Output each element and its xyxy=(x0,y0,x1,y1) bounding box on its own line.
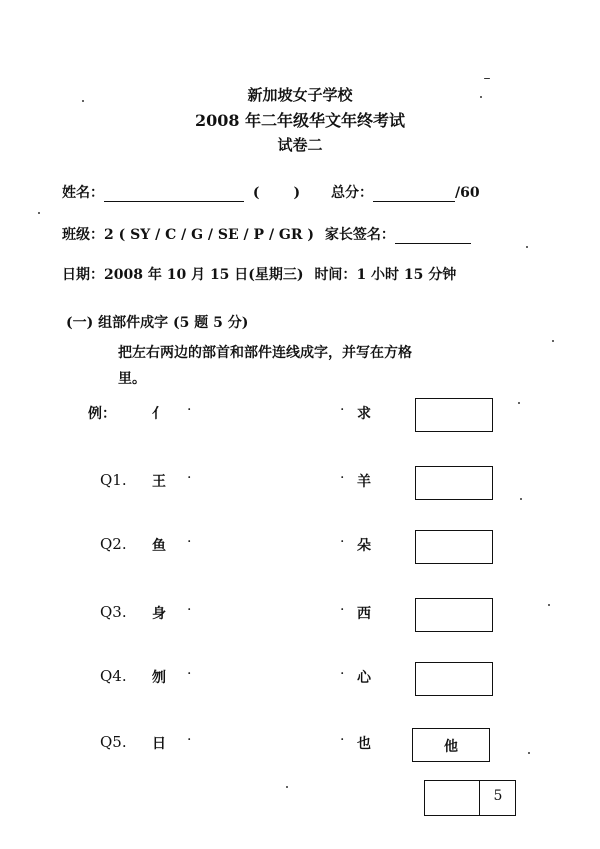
total-label: 总分： xyxy=(331,185,373,201)
answer-box[interactable] xyxy=(415,662,493,696)
question-label: Q5. xyxy=(100,733,127,751)
left-radical: 身 xyxy=(152,606,166,622)
class-value: 2 ( SY / C / G / SE / P / GR ) xyxy=(104,227,315,243)
page-score-left[interactable] xyxy=(425,781,480,815)
name-label: 姓名： xyxy=(62,185,104,201)
left-dot[interactable]: · xyxy=(187,534,192,550)
left-radical: 亻 xyxy=(152,406,166,422)
name-blank[interactable] xyxy=(104,201,244,202)
right-dot[interactable]: · xyxy=(340,534,345,550)
paper-title: 试卷二 xyxy=(277,136,323,154)
question-label: Q2. xyxy=(100,535,127,553)
page-score-right: 5 xyxy=(493,788,503,804)
left-dot[interactable]: · xyxy=(187,470,192,486)
right-dot[interactable]: · xyxy=(340,402,345,418)
question-label: Q4. xyxy=(100,667,127,685)
answer-box[interactable] xyxy=(415,466,493,500)
answer-box[interactable] xyxy=(412,728,490,762)
left-radical: 鱼 xyxy=(152,538,166,554)
class-row xyxy=(62,224,471,244)
total-max: /60 xyxy=(455,185,480,201)
right-dot[interactable]: · xyxy=(340,666,345,682)
question-label: 例： xyxy=(88,406,116,422)
right-dot[interactable]: · xyxy=(340,732,345,748)
left-radical: 日 xyxy=(152,736,166,752)
right-component: 求 xyxy=(357,406,371,422)
parent-sign-blank[interactable] xyxy=(395,243,471,244)
name-row xyxy=(62,182,480,202)
right-dot[interactable]: · xyxy=(340,602,345,618)
left-dot[interactable]: · xyxy=(187,666,192,682)
answer-text: 他 xyxy=(444,739,458,755)
exam-title: 2008 年二年级华文年终考试 xyxy=(194,111,406,130)
right-component: 也 xyxy=(357,736,371,752)
right-dot[interactable]: · xyxy=(340,470,345,486)
left-dot[interactable]: · xyxy=(187,732,192,748)
date-value: 2008 年 10 月 15 日(星期三) xyxy=(104,267,304,283)
parent-sign-label: 家长签名： xyxy=(324,227,395,243)
left-dot[interactable]: · xyxy=(187,602,192,618)
time-value: 1 小时 15 分钟 xyxy=(356,267,457,283)
question-label: Q1. xyxy=(100,471,127,489)
right-component: 心 xyxy=(357,670,371,686)
date-row xyxy=(62,264,456,284)
answer-box[interactable] xyxy=(415,398,493,432)
section-instructions-line1: 把左右两边的部首和部件连线成字，并写在方格 xyxy=(118,345,412,361)
total-blank[interactable] xyxy=(373,201,455,202)
paren-open: ( xyxy=(252,185,260,201)
left-radical: 王 xyxy=(152,474,166,490)
section-instructions-line2: 里。 xyxy=(118,371,146,387)
page-score-box xyxy=(424,780,516,816)
question-label: Q3. xyxy=(100,603,127,621)
answer-box[interactable] xyxy=(415,530,493,564)
class-label: 班级： xyxy=(62,227,104,243)
time-label: 时间： xyxy=(314,267,357,283)
answer-box[interactable] xyxy=(415,598,493,632)
left-dot[interactable]: · xyxy=(187,402,192,418)
date-label: 日期： xyxy=(62,267,104,283)
section-title: (一) 组部件成字 (5 题 5 分) xyxy=(66,315,249,331)
right-component: 朵 xyxy=(357,538,371,554)
school-name: 新加坡女子学校 xyxy=(247,86,353,104)
right-component: 羊 xyxy=(357,474,371,490)
right-component: 西 xyxy=(357,606,371,622)
paren-close: ) xyxy=(293,185,301,201)
left-radical: 刎 xyxy=(152,670,166,686)
